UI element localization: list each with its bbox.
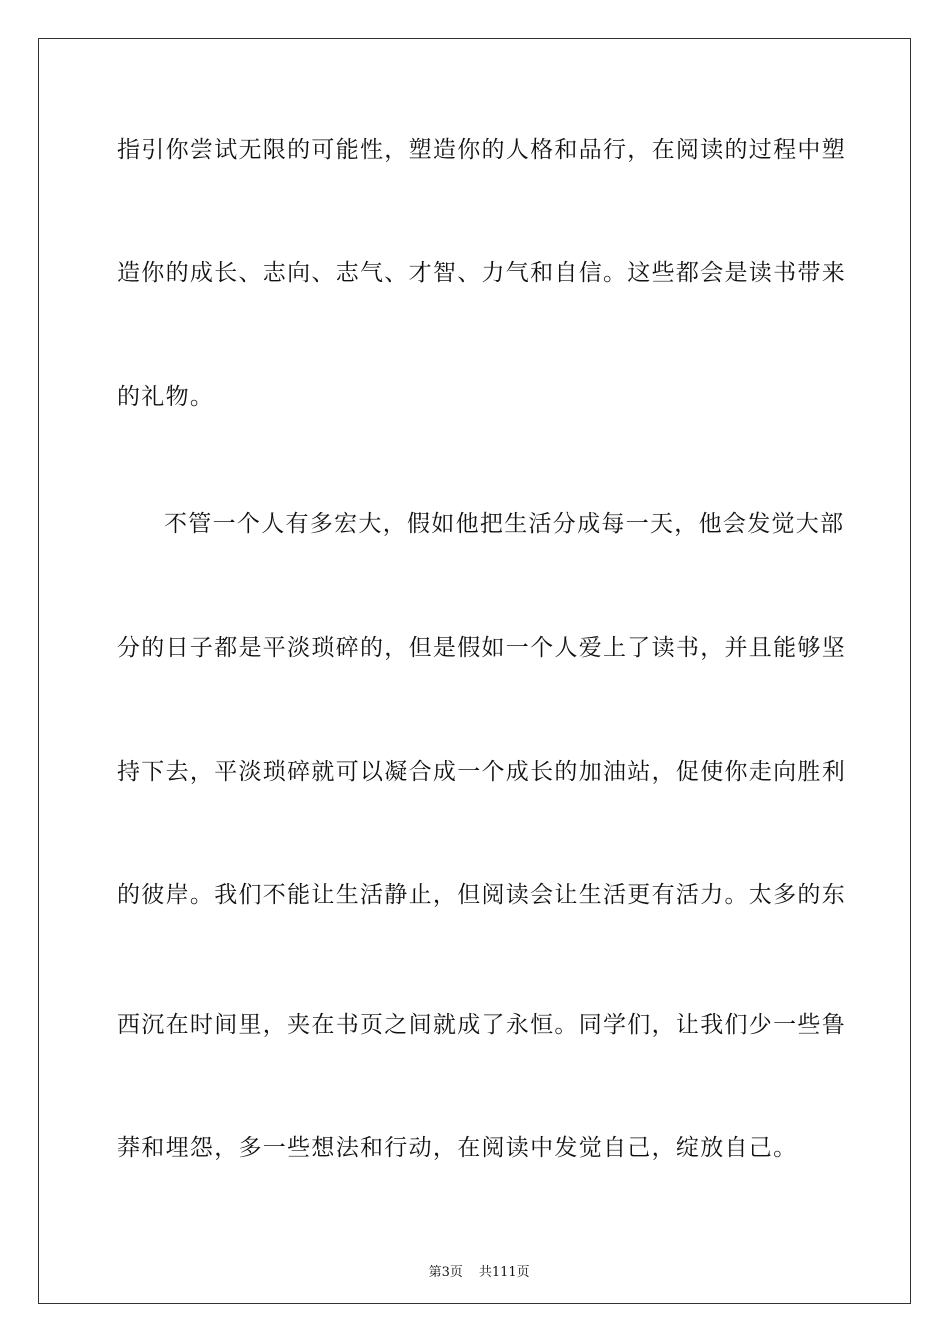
- text-line: 不管一个人有多宏大，假如他把生活分成每一天，他会发觉大部: [164, 511, 845, 537]
- text-line: 莽和埋怨，多一些想法和行动，在阅读中发觉自己，绽放自己。: [117, 1135, 798, 1161]
- page-border: [38, 38, 911, 1304]
- text-line: 造你的成长、志向、志气、才智、力气和自信。这些都会是读书带来: [117, 260, 846, 286]
- total-pages: 共111页: [478, 1265, 530, 1280]
- text-line: 西沉在时间里，夹在书页之间就成了永恒。同学们，让我们少一些鲁: [117, 1012, 846, 1038]
- page-number: 第3页: [428, 1265, 463, 1280]
- text-line: 持下去，平淡琐碎就可以凝合成一个成长的加油站，促使你走向胜利: [117, 759, 846, 785]
- page-footer: [0, 1249, 950, 1281]
- text-line: 指引你尝试无限的可能性，塑造你的人格和品行，在阅读的过程中塑: [117, 137, 846, 163]
- text-line: 分的日子都是平淡琐碎的，但是假如一个人爱上了读书，并且能够坚: [117, 635, 846, 661]
- text-line: 的礼物。: [117, 384, 215, 410]
- text-line: 的彼岸。我们不能让生活静止，但阅读会让生活更有活力。太多的东: [117, 882, 846, 908]
